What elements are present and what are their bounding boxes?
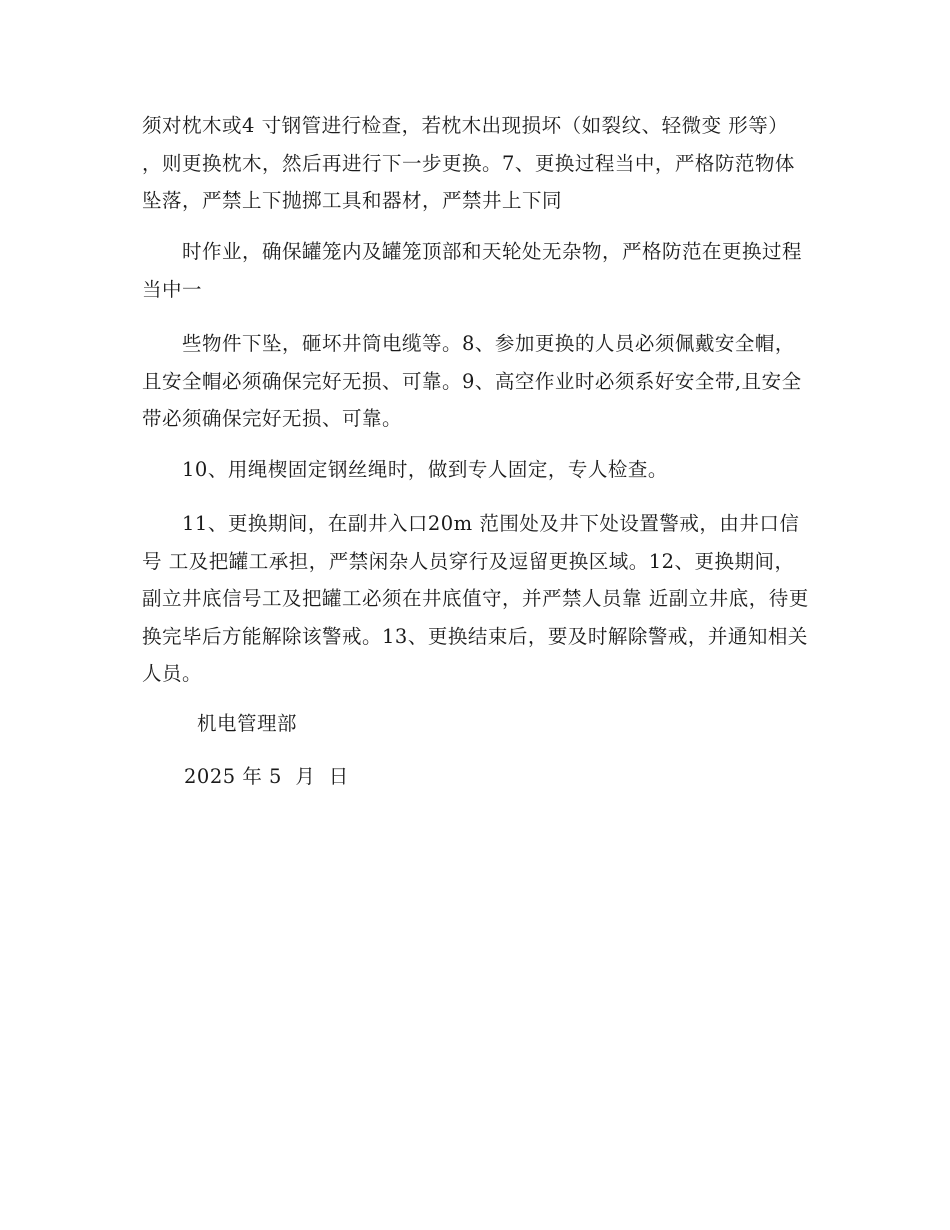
paragraph-warning-zone: 11、更换期间，在副井入口20m 范围处及井下处设置警戒，由井口信号 工及把罐工承担，严禁闲杂人员穿行及逗留更换区域。12、更换期间，副立井底信号工及把罐工必须在井底值守，并严禁人员靠 近副立井底，待更换完毕后方能解除该警戒。13、更换结束后，要及时解除警戒，并通知相关人员。 <box>142 512 809 685</box>
paragraph-inspection: 须对枕木或4 寸钢管进行检查，若枕木出现损坏（如裂纹、轻微变 形等） ，则更换枕木，然后再进行下一步更换。7、更换过程当中，严格防范物体坠落，严禁上下抛掷工具和器材，严禁井上下同 <box>142 114 795 212</box>
paragraph-rope-wedge: 10、用绳楔固定钢丝绳时，做到专人固定，专人检查。 <box>182 458 668 481</box>
paragraph-falling-objects: 些物件下坠，砸坏井筒电缆等。8、参加更换的人员必须佩戴安全帽，且安全帽必须确保完好无损、可靠。9、高空作业时必须系好安全带,且安全带必须确保完好无损、可靠。 <box>142 332 802 430</box>
signature-department: 机电管理部 <box>197 712 298 735</box>
paragraph-simultaneous-work: 时作业，确保罐笼内及罐笼顶部和天轮处无杂物，严格防范在更换过程当中一 <box>142 240 803 301</box>
signature-date: 2025 年 5 月 日 <box>184 765 349 788</box>
